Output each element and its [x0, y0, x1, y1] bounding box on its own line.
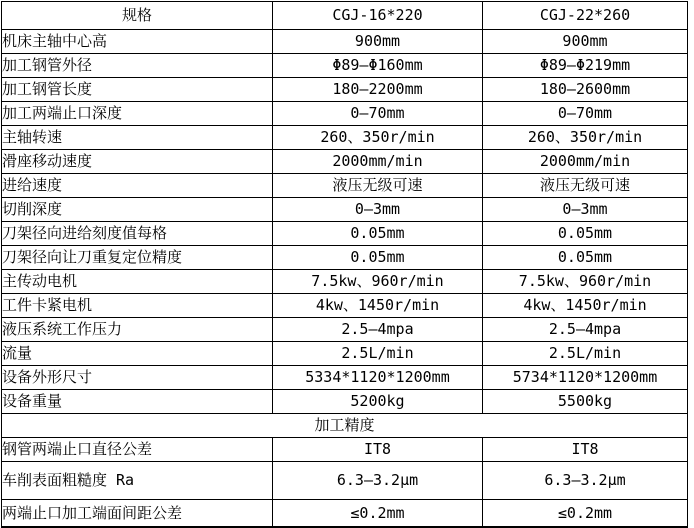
table-row: [2, 270, 688, 294]
table-row: [2, 78, 688, 102]
row-value-model-2: 5734*1120*1200mm: [483, 366, 688, 390]
row-label: 工件卡紧电机: [2, 294, 273, 318]
table-row: [2, 198, 688, 222]
row-value-model-1: ≤0.2mm: [273, 500, 483, 527]
header-model-2: CGJ-22*260: [483, 2, 688, 30]
row-label: 两端止口加工端面间距公差: [2, 500, 273, 527]
header-spec-label: 规格: [2, 2, 273, 30]
table-row: [2, 246, 688, 270]
row-label: 设备重量: [2, 390, 273, 414]
row-label: 设备外形尺寸: [2, 366, 273, 390]
row-value-model-2: 液压无级可速: [483, 174, 688, 198]
row-label: 滑座移动速度: [2, 150, 273, 174]
row-label: 机床主轴中心高: [2, 30, 273, 54]
row-value-model-2: 2.5—4mpa: [483, 318, 688, 342]
row-value-model-2: 2000mm/min: [483, 150, 688, 174]
row-label: 液压系统工作压力: [2, 318, 273, 342]
table-row: [2, 318, 688, 342]
row-value-model-2: 0—3mm: [483, 198, 688, 222]
row-label: 车削表面粗糙度 Ra: [2, 462, 273, 500]
row-label: 加工钢管外径: [2, 54, 273, 78]
row-label: 加工两端止口深度: [2, 102, 273, 126]
row-value-model-2: 6.3—3.2μm: [483, 462, 688, 500]
row-value-model-1: 0—70mm: [273, 102, 483, 126]
table-row: [2, 390, 688, 414]
row-value-model-1: IT8: [273, 438, 483, 462]
row-value-model-2: 4kw、1450r/min: [483, 294, 688, 318]
table-row: [2, 30, 688, 54]
table-row: [2, 150, 688, 174]
table-row: [2, 102, 688, 126]
row-value-model-1: 5200kg: [273, 390, 483, 414]
row-value-model-1: 液压无级可速: [273, 174, 483, 198]
row-label: 刀架径向进给刻度值每格: [2, 222, 273, 246]
table-row: [2, 294, 688, 318]
row-label: 钢管两端止口直径公差: [2, 438, 273, 462]
table-row: [2, 222, 688, 246]
header-model-1: CGJ-16*220: [273, 2, 483, 30]
row-value-model-1: Φ89—Φ160mm: [273, 54, 483, 78]
table-row: [2, 500, 688, 527]
table-row: [2, 366, 688, 390]
row-value-model-2: 900mm: [483, 30, 688, 54]
row-value-model-1: 7.5kw、960r/min: [273, 270, 483, 294]
row-value-model-2: 7.5kw、960r/min: [483, 270, 688, 294]
table-row: [2, 126, 688, 150]
row-value-model-2: 260、350r/min: [483, 126, 688, 150]
row-value-model-1: 0.05mm: [273, 246, 483, 270]
row-value-model-1: 2000mm/min: [273, 150, 483, 174]
row-value-model-1: 180—2200mm: [273, 78, 483, 102]
row-label: 主轴转速: [2, 126, 273, 150]
row-value-model-1: 2.5L/min: [273, 342, 483, 366]
row-value-model-2: Φ89—Φ219mm: [483, 54, 688, 78]
row-value-model-1: 0.05mm: [273, 222, 483, 246]
row-value-model-2: 5500kg: [483, 390, 688, 414]
row-value-model-1: 5334*1120*1200mm: [273, 366, 483, 390]
row-value-model-2: 0.05mm: [483, 246, 688, 270]
row-label: 主传动电机: [2, 270, 273, 294]
row-label: 加工钢管长度: [2, 78, 273, 102]
table-row: [2, 54, 688, 78]
spec-table: [1, 1, 688, 528]
table-row: [2, 462, 688, 500]
row-label: 进给速度: [2, 174, 273, 198]
row-label: 切削深度: [2, 198, 273, 222]
row-value-model-2: ≤0.2mm: [483, 500, 688, 527]
row-value-model-1: 260、350r/min: [273, 126, 483, 150]
table-header-row: [2, 2, 688, 30]
row-value-model-2: 0—70mm: [483, 102, 688, 126]
table-row: [2, 342, 688, 366]
row-value-model-2: 0.05mm: [483, 222, 688, 246]
table-row: [2, 438, 688, 462]
row-value-model-1: 6.3—3.2μm: [273, 462, 483, 500]
row-value-model-1: 4kw、1450r/min: [273, 294, 483, 318]
row-value-model-1: 900mm: [273, 30, 483, 54]
row-value-model-2: 2.5L/min: [483, 342, 688, 366]
table-row: [2, 174, 688, 198]
section-title: 加工精度: [2, 414, 688, 438]
row-value-model-2: 180—2600mm: [483, 78, 688, 102]
section-header-row: [2, 414, 688, 438]
row-value-model-1: 0—3mm: [273, 198, 483, 222]
row-label: 刀架径向让刀重复定位精度: [2, 246, 273, 270]
row-label: 流量: [2, 342, 273, 366]
row-value-model-1: 2.5—4mpa: [273, 318, 483, 342]
row-value-model-2: IT8: [483, 438, 688, 462]
